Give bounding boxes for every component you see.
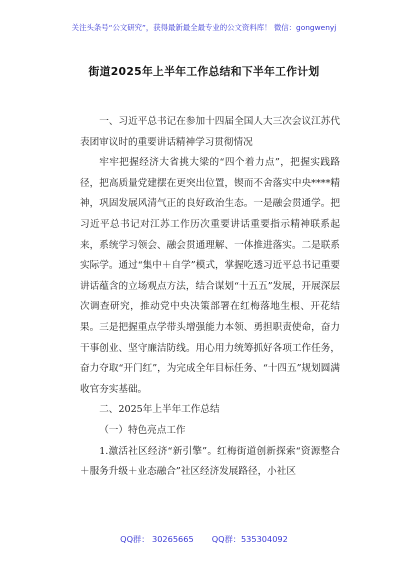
document-title: 街道2025年上半年工作总结和下半年工作计划	[88, 65, 320, 78]
section-heading-1: 一、习近平总书记在参加十四届全国人大三次会议江苏代表团审议时的重要讲话精神学习贯彻情况	[80, 116, 340, 148]
section-heading-2: 二、2025年上半年工作总结	[99, 404, 220, 416]
footer-qq-group-1[interactable]: QQ群： 30265665	[120, 534, 194, 544]
document-body	[80, 112, 340, 483]
section-paragraph-1: 牢牢把握经济大省挑大梁的“四个着力点”，把握实践路径，把高质量党建摆在更突出位置，锲而不舍落实中央****精神，巩固发展风清气正的良好政治生态。一是融会贯通学。把习近平总书记对江苏工作历次重要讲话重要指示精神联系起来，系统学习领会、融会贯通理解、一体推进落实。二是联系实际学。通过“集中＋自学”模式，掌握吃透习近平总书记重要讲话蕴含的立场观点方法，结合谋划“十五五”发展，开展深层次调查研究，推动党中央决策部署在红梅落地生根、开花结果。三是把握重点学带头增强能力本领、勇担职责使命，奋力干事创业、坚守廉洁防线。用心用力统筹抓好各项工作任务，奋力夺取“开门红”，为完成全年目标任务、“十四五”规划圆满收官夯实基础。	[80, 157, 340, 395]
item-paragraph-1: 1.激活社区经济“新引擎”。红梅街道创新探索“资源整合＋服务升级＋业态融合”社区经济发展路径，小社区	[80, 445, 340, 478]
header-banner[interactable]: 关注头条号“公文研究”，获得最新最全最专业的公文资料库！ 微信：gongwenyj	[71, 23, 337, 32]
footer-contact	[0, 534, 408, 545]
footer-qq-group-2[interactable]: QQ群：535304092	[211, 534, 288, 544]
subsection-heading-1: （一）特色亮点工作	[99, 424, 186, 436]
